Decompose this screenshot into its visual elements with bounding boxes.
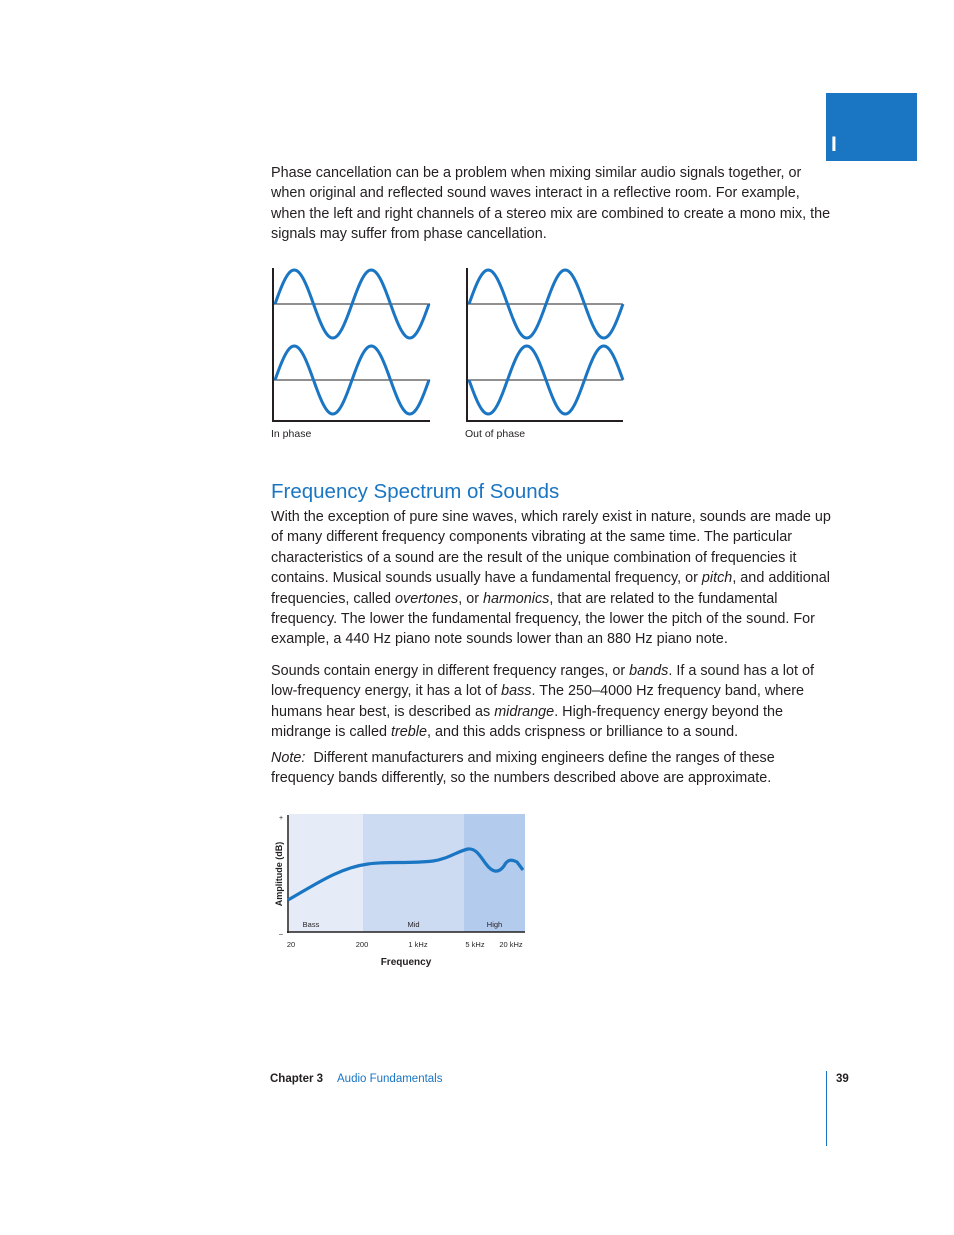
- y-tick-plus: +: [278, 815, 284, 822]
- section-heading: Frequency Spectrum of Sounds: [271, 480, 560, 503]
- footer-divider: [826, 1071, 827, 1146]
- paragraph-frequency-bands: Sounds contain energy in different frequency ranges, or bands. If a sound has a lot of low-frequency energy, it has a lot of bass. The 250–4000 Hz frequency band, where humans hear best, is described as midrange. High-frequency energy beyond the midrange is called treble, and this adds crispness or brilliance to a sound.: [271, 663, 814, 741]
- intro-paragraph: Phase cancellation can be a problem when mixing similar audio signals together, or when original and reflected sound waves interact in a reflective room. For example, when the left and right channels of a stereo mix are combined to create a mono mix, the signals may suffer from phase cancellation.: [271, 165, 831, 243]
- note-label: Note:: [271, 750, 306, 766]
- x-tick-label: 20 kHz: [499, 940, 523, 949]
- band-high: [464, 814, 525, 932]
- out-of-phase-caption: Out of phase: [465, 428, 526, 440]
- x-tick-label: 20: [286, 940, 296, 949]
- phase-figure: [268, 262, 630, 428]
- frequency-spectrum-chart: [268, 806, 532, 972]
- footer-chapter: Chapter 3: [270, 1073, 324, 1085]
- x-tick-label: 200: [355, 940, 369, 949]
- chapter-tab-label: I: [831, 133, 837, 156]
- in-phase-diagram: [272, 268, 430, 422]
- paragraph-frequency-components: With the exception of pure sine waves, which rarely exist in nature, sounds are made up of many different frequency components vibrating at the same time. The particular characteristics of a sound are the result of the unique combination of frequencies it contains. Musical sounds usually have a fundamental frequency, or pitch, and additional frequencies, called overtones, or harmonics, that are related to the fundamental frequency. The lower the fundamental frequency, the lower the pitch of the sound. For example, a 440 Hz piano note sounds lower than an 880 Hz piano note.: [271, 509, 831, 648]
- out-of-phase-diagram: [466, 268, 623, 422]
- x-tick-label: 1 kHz: [408, 940, 428, 949]
- footer-chapter-title[interactable]: Audio Fundamentals: [337, 1073, 443, 1085]
- y-axis-label: Amplitude (dB): [274, 841, 284, 907]
- in-phase-caption: In phase: [271, 428, 312, 440]
- band-label-bass: Bass: [302, 920, 320, 929]
- note-text: Different manufacturers and mixing engineers define the ranges of these frequency bands differently, so the numbers described above are approximate.: [271, 750, 775, 787]
- y-tick-minus: –: [279, 931, 283, 938]
- footer-page-number: 39: [836, 1073, 849, 1085]
- band-label-mid: Mid: [407, 920, 420, 929]
- band-label-high: High: [486, 920, 503, 929]
- band-mid: [363, 814, 464, 932]
- x-tick-label: 5 kHz: [465, 940, 485, 949]
- chapter-tab: [826, 93, 917, 161]
- band-bass: [289, 814, 363, 932]
- note-paragraph: [271, 748, 831, 789]
- x-axis-label: Frequency: [380, 957, 432, 968]
